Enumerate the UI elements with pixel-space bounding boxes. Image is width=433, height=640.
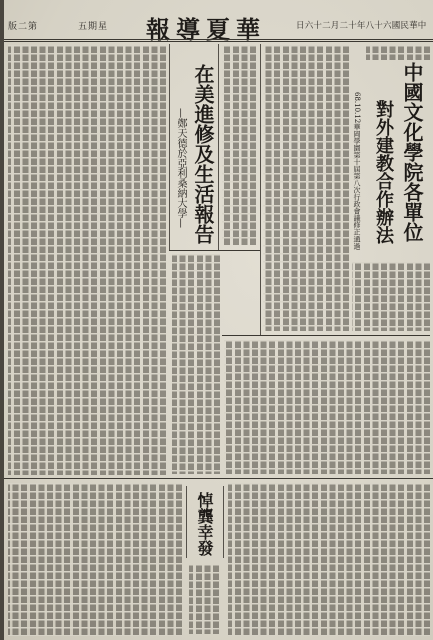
- article-headline: 在美進修及生活報告: [191, 64, 215, 244]
- body-text-block: [263, 45, 349, 331]
- section-rule: [4, 478, 433, 479]
- section-rule: [222, 335, 430, 336]
- weekday: 星期五: [78, 22, 109, 32]
- page-number: 第二版: [8, 22, 39, 32]
- page-binding-edge: [0, 0, 4, 640]
- body-text-block: [224, 340, 430, 474]
- body-text-block: [222, 45, 256, 245]
- body-text-block: [8, 483, 182, 636]
- newspaper-masthead: 華夏導報: [146, 15, 266, 44]
- column-rule: [218, 44, 219, 250]
- body-text-block: [366, 45, 430, 60]
- header-rule: [4, 39, 433, 40]
- article-headline: 悼龔幸發: [195, 492, 214, 556]
- author-lines: [189, 564, 219, 634]
- column-rule: [169, 44, 170, 250]
- issue-date: 中華民國六十八年十二月二十六日: [296, 21, 427, 31]
- header-rule-double: [4, 41, 433, 42]
- column-rule: [260, 44, 261, 335]
- section-rule: [169, 250, 260, 251]
- body-text-block: [352, 262, 430, 331]
- article-headline: 中國文化學院各單位: [400, 62, 424, 242]
- body-text-block: [8, 45, 166, 475]
- body-text-block: [228, 483, 430, 636]
- article-headline-line2: 對外建教合作辦法: [373, 100, 394, 244]
- article-byline: —鄭天德於亞利桑納大學—: [175, 108, 186, 228]
- article-subtitle: 68.10.12華岡學園第十屆第八次行政會議修正通過: [353, 92, 361, 250]
- body-text-block: [172, 254, 220, 474]
